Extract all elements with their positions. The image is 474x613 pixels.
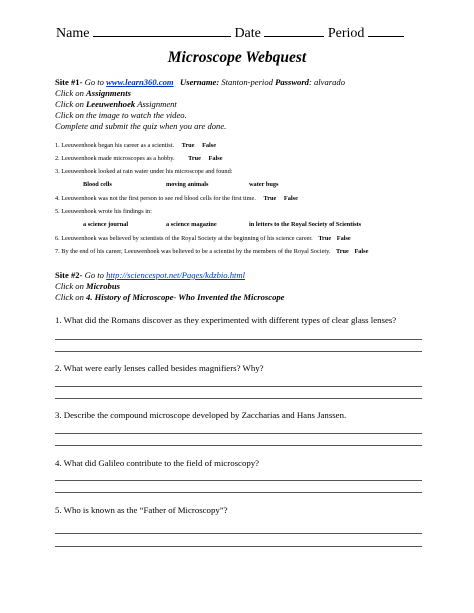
true-option[interactable]: True xyxy=(336,248,349,255)
page-title: Microscope Webquest xyxy=(167,49,307,66)
quiz-item-2 xyxy=(55,155,223,162)
site2-question-3: 3. Describe the compound microscope developed by Zaccharias and Hans Janssen. xyxy=(55,410,347,420)
instruction-text: Assignment xyxy=(135,99,177,109)
instruction-text: Click on xyxy=(55,281,87,291)
site2-label: Site #2- xyxy=(55,270,83,280)
true-option[interactable]: True xyxy=(318,235,332,242)
instruction-bold: Microbus xyxy=(86,281,120,291)
quiz-5-option-c[interactable]: in letters to the Royal Society of Scientists xyxy=(249,221,362,228)
answer-line[interactable] xyxy=(55,339,422,340)
quiz-text: 7. By the end of his career, Leeuwenhoek was believed to be a scientist by the members of the Royal Society. xyxy=(55,248,331,255)
username-value: Stanton-period xyxy=(221,77,273,87)
false-option[interactable]: False xyxy=(208,155,223,162)
site2-goto: Go to xyxy=(84,270,104,280)
site1-goto: Go to xyxy=(84,77,104,87)
false-option[interactable]: False xyxy=(202,142,217,149)
answer-line[interactable] xyxy=(55,480,422,481)
instruction-text: Click on xyxy=(55,99,87,109)
answer-line[interactable] xyxy=(55,546,422,547)
instruction-bold: Leeuwenhoek xyxy=(86,99,136,109)
quiz-item-5: 5. Leeuwenhoek wrote his findings in: xyxy=(55,208,152,215)
password-value: : alvarado xyxy=(308,77,346,87)
site2-question-4: 4. What did Galileo contribute to the field of microscopy? xyxy=(55,458,260,468)
quiz-text: 6. Leeuwenhoek was believed by scientists of the Royal Society at the beginning of his science career. xyxy=(55,235,313,242)
username-label: Username: xyxy=(180,77,220,87)
instruction-bold: Assignments xyxy=(86,88,131,98)
quiz-item-1 xyxy=(55,142,216,149)
period-label: Period xyxy=(327,26,365,41)
site2-url-link[interactable]: http://sciencespot.net/Pages/kdzbio.html xyxy=(106,270,246,280)
quiz-text: 2. Leeuwenhoek made microscopes as a hobby. xyxy=(55,155,175,162)
name-label: Name xyxy=(56,26,90,41)
answer-line[interactable] xyxy=(55,433,422,434)
site2-question-1: 1. What did the Romans discover as they experimented with different types of clear glass lenses? xyxy=(55,315,397,325)
true-option[interactable]: True xyxy=(263,195,277,202)
quiz-3-option-b[interactable]: moving animals xyxy=(166,181,209,188)
quiz-item-7 xyxy=(55,248,368,255)
quiz-5-option-b[interactable]: a science magazine xyxy=(166,221,217,228)
instruction-text: Click on xyxy=(55,292,87,302)
answer-line[interactable] xyxy=(55,351,422,352)
site1-url-link[interactable]: www.learn360.com xyxy=(106,77,174,87)
site1-instruction-3: Click on the image to watch the video. xyxy=(55,110,187,120)
answer-line[interactable] xyxy=(55,445,422,446)
site1-instruction-1 xyxy=(55,88,131,98)
quiz-item-4 xyxy=(55,195,298,202)
quiz-3-option-a[interactable]: Blood cells xyxy=(83,181,112,188)
instruction-text: Click on xyxy=(55,88,87,98)
header-line xyxy=(56,24,404,42)
false-option[interactable]: False xyxy=(283,195,298,202)
site2-question-5: 5. Who is known as the “Father of Microscopy”? xyxy=(55,505,228,515)
quiz-text: 4. Leeuwenhoek was not the first person to see red blood cells for the first time. xyxy=(55,195,256,202)
answer-line[interactable] xyxy=(55,533,422,534)
name-blank[interactable] xyxy=(93,24,231,37)
answer-line[interactable] xyxy=(55,398,422,399)
site2-click-1 xyxy=(55,281,120,291)
false-option[interactable]: False xyxy=(354,248,369,255)
answer-line[interactable] xyxy=(55,492,422,493)
false-option[interactable]: False xyxy=(336,235,351,242)
true-option[interactable]: True xyxy=(181,142,195,149)
site1-label: Site #1- xyxy=(55,77,83,87)
date-blank[interactable] xyxy=(264,24,324,37)
period-blank[interactable] xyxy=(368,24,404,37)
quiz-item-6 xyxy=(55,235,351,242)
quiz-item-3: 3. Leeuwenhoek looked at rain water under his microscope and found: xyxy=(55,168,233,175)
password-label: Password xyxy=(275,77,309,87)
instruction-bold: 4. History of Microscope- Who Invented the Microscope xyxy=(86,292,285,302)
date-label: Date xyxy=(234,26,261,41)
site1-header xyxy=(55,77,345,87)
site1-instruction-4: Complete and submit the quiz when you are done. xyxy=(55,121,227,131)
site2-question-2: 2. What were early lenses called besides magnifiers? Why? xyxy=(55,363,264,373)
site1-instruction-2 xyxy=(55,99,177,109)
answer-line[interactable] xyxy=(55,386,422,387)
quiz-text: 1. Leeuwenhoek began his career as a scientist. xyxy=(55,142,175,149)
site2-click-2 xyxy=(55,292,284,302)
true-option[interactable]: True xyxy=(188,155,201,162)
site2-header xyxy=(55,270,245,280)
quiz-3-option-c[interactable]: water bugs xyxy=(249,181,279,188)
quiz-5-option-a[interactable]: a science journal xyxy=(83,221,129,228)
